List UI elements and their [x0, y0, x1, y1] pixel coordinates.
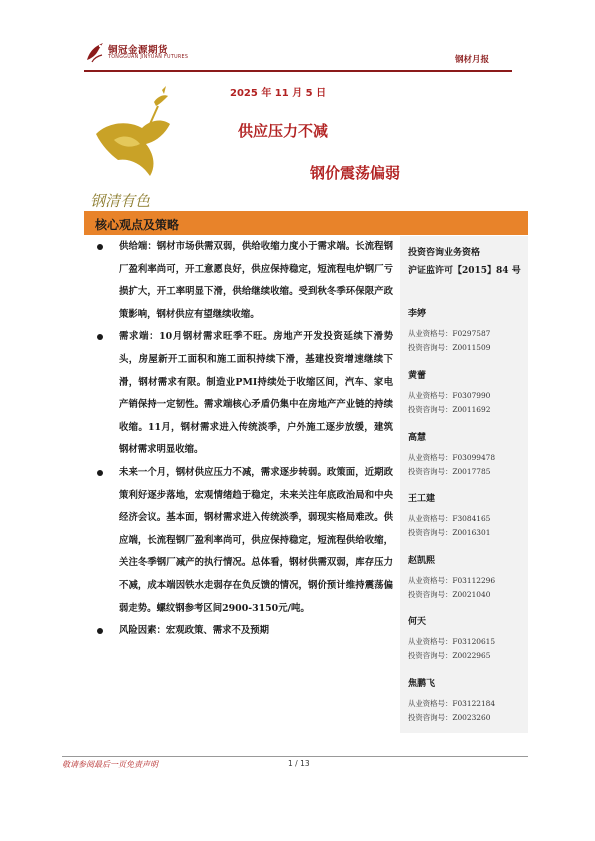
document-type: 钢材月报 — [455, 55, 490, 65]
analyst-name: 黄蕾 — [408, 371, 427, 381]
analyst-qualification: 从业资格号：F03112296 — [408, 576, 496, 585]
analyst-name: 李婷 — [408, 309, 427, 319]
analyst-qualification: 从业资格号：F03099478 — [408, 453, 496, 462]
disclaimer-note: 敬请参阅最后一页免责声明 — [62, 760, 158, 769]
analyst-qualification: 从业资格号：F03122184 — [408, 699, 496, 708]
analyst-qualification: 从业资格号：F3084165 — [408, 514, 491, 523]
analyst-name: 焦鹏飞 — [408, 679, 436, 689]
list-item — [97, 462, 393, 620]
list-item — [97, 236, 393, 326]
page-number: 1 / 13 — [288, 759, 310, 768]
analyst-qualification: 从业资格号：F0297587 — [408, 329, 491, 338]
logo-bird-icon — [84, 40, 106, 64]
analyst-consult-id: 投资咨询号：Z0016301 — [408, 528, 491, 537]
bullet-icon — [97, 334, 103, 340]
company-logo — [84, 40, 106, 64]
analyst-card — [408, 676, 495, 725]
analyst-consult-id: 投资咨询号：Z0021040 — [408, 590, 491, 599]
bronze-vessel-icon — [84, 84, 204, 214]
analyst-card — [408, 553, 495, 602]
analyst-card — [408, 614, 495, 663]
analyst-consult-id: 投资咨询号：Z0011692 — [408, 405, 491, 414]
analyst-qualification: 从业资格号：F0307990 — [408, 391, 491, 400]
analyst-consult-id: 投资咨询号：Z0023260 — [408, 713, 491, 722]
hero-artwork — [84, 84, 204, 214]
analyst-card — [408, 430, 495, 479]
section-title: 核心观点及策略 — [95, 218, 180, 232]
license-label: 投资咨询业务资格 — [408, 248, 481, 258]
report-title-line1: 供应压力不减 — [238, 122, 329, 140]
analyst-name: 高慧 — [408, 433, 427, 443]
analyst-name: 何天 — [408, 617, 427, 627]
calligraphy-text: 钢清有色 — [90, 192, 151, 210]
company-name-cn: 铜冠金源期货 — [108, 45, 169, 56]
report-title-line2: 钢价震荡偏弱 — [310, 164, 401, 182]
company-name-en: TONGGUAN JINYUAN FUTURES — [108, 55, 189, 60]
analyst-name: 王工建 — [408, 494, 436, 504]
analyst-consult-id: 投资咨询号：Z0022965 — [408, 651, 491, 660]
header-divider — [84, 70, 512, 72]
analyst-card — [408, 306, 490, 355]
point-text: 风险因素：宏观政策、需求不及预期 — [119, 625, 270, 637]
point-text: 供给端：钢材市场供需双弱，供给收缩力度小于需求端。长流程钢厂盈利率尚可，开工意愿良好，供应保持稳定，短流程电炉钢厂亏损扩大，开工率明显下滑，供给继续收缩。受到秋冬季环保限产政策影响，钢材供应有望继续收缩。 — [119, 241, 393, 320]
analyst-card — [408, 368, 490, 417]
analyst-qualification: 从业资格号：F03120615 — [408, 637, 496, 646]
point-text: 未来一个月，钢材供应压力不减，需求逐步转弱。政策面，近期政策利好逐步落地，宏观情绪趋于稳定，未来关注年底政治局和中央经济会议。基本面，钢材需求进入传统淡季，弱现实格局难改。供应端，长流程钢厂盈利率尚可，供应保持稳定，短流程供给收缩，关注冬季钢厂减产的执行情况。总体看，钢材供需双弱，库存压力不减，成本端因铁水走弱存在负反馈的情况，钢价预计维持震荡偏弱走势。螺纹钢参考区间2900-3150元/吨。 — [119, 466, 393, 614]
bullet-icon — [97, 470, 103, 476]
analyst-consult-id: 投资咨询号：Z0017785 — [408, 467, 491, 476]
analyst-consult-id: 投资咨询号：Z0011509 — [408, 343, 491, 352]
bullet-icon — [97, 628, 103, 634]
analyst-card — [408, 491, 490, 540]
analyst-name: 赵凯熙 — [408, 556, 436, 566]
footer-divider — [62, 756, 528, 757]
report-date: 2025 年 11 月 5 日 — [230, 88, 327, 99]
bullet-icon — [97, 244, 103, 250]
list-item — [97, 620, 393, 643]
license-number: 沪证监许可【2015】84 号 — [408, 266, 521, 276]
list-item — [97, 326, 393, 462]
core-points-list — [97, 236, 393, 643]
point-text: 需求端：10月钢材需求旺季不旺。房地产开发投资延续下滑势头，房屋新开工面积和施工面积持续下滑，基建投资增速继续下滑，钢材需求有限。制造业PMI持续处于收缩区间，汽车、家电产销保持一定韧性。需求端核心矛盾仍集中在房地产产业链的持续收缩。11月，钢材需求进入传统淡季，户外施工逐步放缓，建筑钢材需求明显收缩。 — [119, 331, 393, 456]
